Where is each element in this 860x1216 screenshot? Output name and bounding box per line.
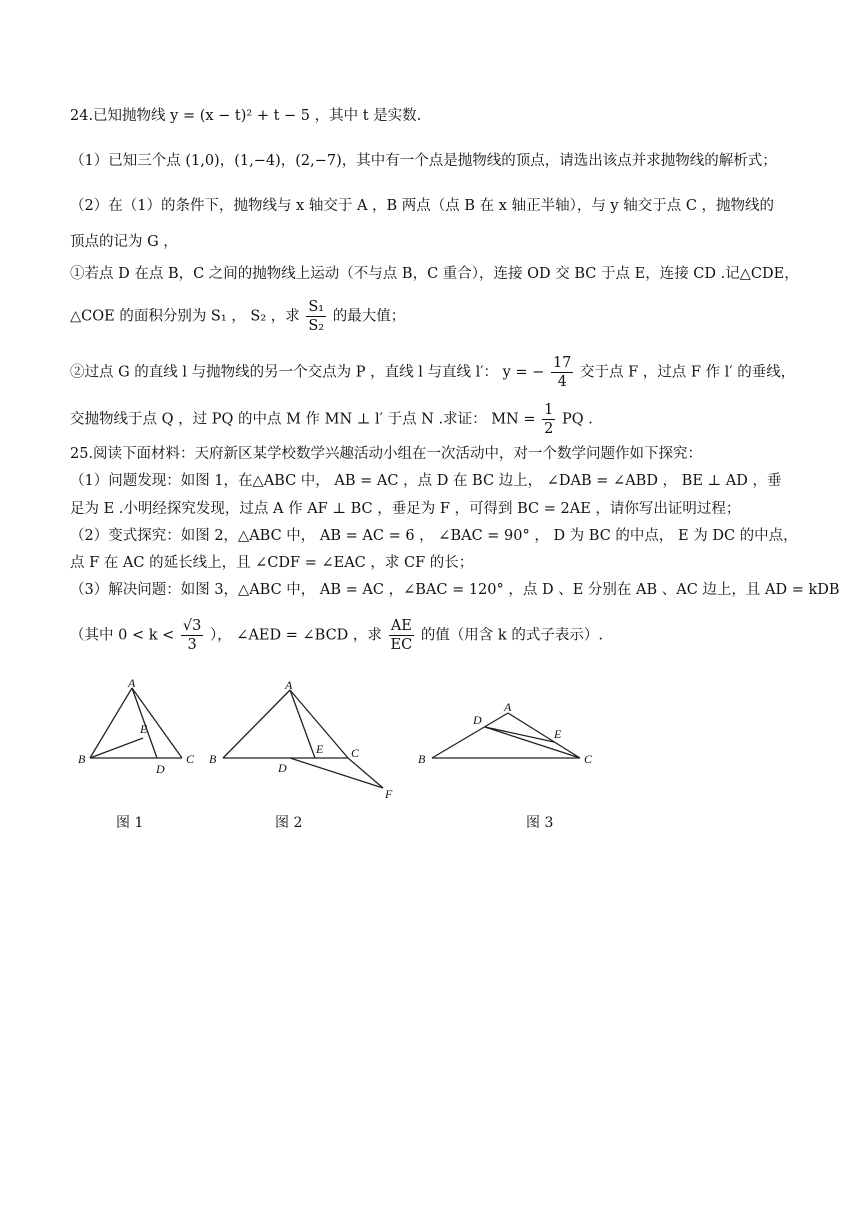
q24-line-7-text: ②过点 G 的直线 l 与抛物线的另一个交点为 P ，直线 l 与直线 l′： y = − [70,364,545,381]
fraction-1-2 [542,401,555,438]
fraction-denominator: 4 [557,374,567,390]
figure-2 [205,675,405,805]
fig1-label-b: B [78,752,86,766]
fig3-segment-ac [508,713,580,758]
fraction-s1-s2 [306,298,326,335]
fig1-segment-ab [90,688,132,758]
figure-3 [412,695,602,775]
figure-3-caption: 图 3 [526,815,554,831]
fig2-segment-df [290,758,383,788]
fig2-label-a: A [285,678,293,692]
q25-line-1: 25.阅读下面材料：天府新区某学校数学兴趣活动小组在一次活动中，对一个数学问题作如下探究： [70,446,703,462]
fig2-label-f: F [385,787,393,801]
fraction-numerator: S₁ [308,299,325,315]
q25-line-7-mid: ）， ∠AED = ∠BCD ，求 [209,627,382,644]
q24-line-6 [70,298,405,335]
q24-line-8-text: 交抛物线于点 Q ，过 PQ 的中点 M 作 MN ⊥ l′ 于点 N .求证： MN = [70,411,536,428]
fig2-label-e: E [316,742,324,756]
q24-line-6-text: △COE 的面积分别为 S₁ ， S₂ ，求 [70,308,300,325]
fig1-segment-be [90,738,143,758]
q24-line-6-tail: 的最大值； [332,308,406,325]
q24-line-1: 24.已知抛物线 y = (x − t)² + t − 5 ，其中 t 是实数. [70,108,422,124]
fig3-segment-de [485,727,554,742]
fig2-segment-ae [290,690,315,758]
fig3-label-b: B [418,752,426,766]
q25-line-3: 足为 E .小明经探究发现，过点 A 作 AF ⊥ BC ，垂足为 F ，可得到 BC = 2AE ，请你写出证明过程； [70,501,741,517]
fraction-sqrt3-3 [181,617,203,654]
q24-line-7-tail: 交于点 F ，过点 F 作 l′ 的垂线， [580,364,796,381]
fraction-denominator: 2 [544,421,554,437]
fig3-segment-dc [485,727,580,758]
fig3-segment-ba [432,713,508,758]
q24-line-8 [70,401,593,438]
fig2-segment-ab [223,690,290,758]
figure-2-caption: 图 2 [275,815,303,831]
fraction-numerator: 17 [552,355,572,371]
fig1-label-e: E [140,722,148,736]
q24-line-4: 顶点的记为 G ， [70,234,178,250]
fraction-ae-ec [389,617,415,654]
q25-line-2: （1）问题发现：如图 1，在△ABC 中， AB = AC ，点 D 在 BC 边上， ∠DAB = ∠ABD ， BE ⊥ AD ，垂 [70,473,782,489]
q25-line-4: （2）变式探究：如图 2，△ABC 中， AB = AC = 6 ， ∠BAC = 90° ， D 为 BC 的中点， E 为 DC 的中点， [70,528,798,544]
fraction-denominator: S₂ [308,318,325,334]
figure-1 [70,675,205,785]
q24-line-2: （1）已知三个点 (1,0)，(1,−4)，(2,−7)，其中有一个点是抛物线的顶点，请选出该点并求抛物线的解析式； [70,153,777,169]
figure-1-caption: 图 1 [116,815,144,831]
fig3-label-c: C [584,752,593,766]
q24-line-8-tail: PQ . [561,411,593,428]
fraction-numerator: 1 [544,402,554,418]
fig3-label-a: A [504,700,512,714]
q25-line-7-tail: 的值（用含 k 的式子表示）. [420,627,603,644]
q24-line-3: （2）在（1）的条件下，抛物线与 x 轴交于 A ，B 两点（点 B 在 x 轴正半轴），与 y 轴交于点 C ，抛物线的 [70,198,775,214]
fig2-segment-cf [348,758,383,788]
fraction-numerator: AE [389,617,415,636]
fig3-label-d: D [473,713,482,727]
fig1-label-c: C [186,752,195,766]
q25-line-6: （3）解决问题：如图 3，△ABC 中， AB = AC ，∠BAC = 120° ，点 D 、E 分别在 AB 、AC 边上，且 AD = kDB [70,582,840,598]
q24-line-5: ①若点 D 在点 B，C 之间的抛物线上运动（不与点 B，C 重合），连接 OD 交 BC 于点 E，连接 CD .记△CDE， [70,266,799,282]
q25-line-5: 点 F 在 AC 的延长线上，且 ∠CDF = ∠EAC ，求 CF 的长； [70,555,474,571]
fraction-numerator: √3 [182,618,202,634]
q25-line-7 [70,617,603,654]
fig3-label-e: E [554,727,562,741]
fraction-denominator: EC [390,637,413,653]
fig2-label-b: B [209,752,217,766]
fig2-label-d: D [278,761,287,775]
q24-line-7 [70,354,795,391]
fig2-label-c: C [351,746,360,760]
fig1-label-a: A [128,676,136,690]
q25-line-7-text: （其中 0 < k < [70,627,175,644]
fraction-17-4 [551,354,573,391]
fig1-label-d: D [156,762,165,776]
fraction-denominator: 3 [187,637,197,653]
